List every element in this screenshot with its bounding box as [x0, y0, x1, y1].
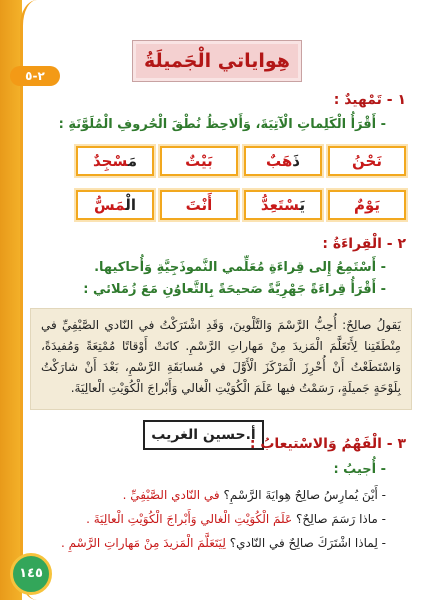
- qa-item: - ماذا رَسَمَ صالِحٌ؟ عَلَمَ الْكُوَيْتِ الْغالي وَأَبْراجَ الْكُوَيْتِ الْعالِيَةَ .: [86, 512, 386, 526]
- word-card: يَوْمٌ: [328, 190, 406, 220]
- word-card: بَيْتٌ: [160, 146, 238, 176]
- section1-heading: ١ - تَمْهيدٌ :: [333, 92, 406, 108]
- binding-strip: [0, 0, 22, 600]
- binding-curve: [20, 0, 37, 600]
- reading-passage: يَقولُ صالِحٌ: أُحِبُّ الرَّسْمَ وَالتَّلْوينَ، وَقَدِ اشْتَرَكْتُ في النّادي الصَّيْفِيِّ في مِنْطَقَتِنا لِأَتَعَلَّمَ الْمَزيدَ مِنْ مَهاراتِ الرَّسْمِ. كانَتْ أَوْقاتًا مُمْتِعَةً وَمُفيدَةً، وَاسْتَطَعْتُ أَنْ أُحْرِزَ الْمَرْكَزَ الْأَوَّلَ في مُسابَقَةِ الرَّسْمِ، بَعْدَ أَنْ شارَكْتُ بِلَوْحَةٍ جَميلَةٍ، رَسَمْتُ فيها عَلَمَ الْكُوَيْتِ الْغالي وَأَبْراجَ الْكُوَيْتِ الْعالِيَةَ.: [30, 308, 412, 410]
- qa-item: - أَيْنَ يُمارِسُ صالِحٌ هِوايَةَ الرَّسْمِ؟ في النّادي الصَّيْفِيِّ .: [122, 488, 386, 502]
- word-card: نَحْنُ: [328, 146, 406, 176]
- section1-instruction: - أَقْرَأُ الْكَلِماتِ الْآتِيَةَ، وَأَلاحِظُ نُطْقَ الْحُروفِ الْمُلَوَّنَةِ :: [58, 117, 386, 132]
- section2-line2: - أَقْرَأُ قِراءَةً جَهْرِيَّةً صَحيحَةً بِالتَّعاوُنِ مَعَ زُمَلائي :: [83, 282, 386, 297]
- word-card: الْمَسُّ: [76, 190, 154, 220]
- page-number: ١٤٥: [10, 553, 52, 595]
- section2-heading: ٢ - الْقِراءَةُ :: [322, 236, 406, 252]
- section2-line1: - أَسْتَمِعُ إِلى قِراءَةِ مُعَلِّمي النَّموذَجِيَّةِ وَأُحاكيها.: [94, 260, 386, 275]
- word-card: يَسْتَعِدُّ: [244, 190, 322, 220]
- word-cards-grid: [76, 146, 406, 220]
- word-card: ذَهَبٌ: [244, 146, 322, 176]
- qa-item: - لِماذا اشْتَرَكَ صالِحٌ في النّادي؟ لِيَتَعَلَّمَ الْمَزيدَ مِنْ مَهاراتِ الرَّسْمِ .: [60, 536, 386, 550]
- word-card: مَسْجِدٌ: [76, 146, 154, 176]
- section3-heading: ٣ - الْفَهْمُ وَالاسْتيعابُ :: [249, 436, 406, 452]
- section3-instruction: - أُجيبُ :: [333, 462, 386, 477]
- author-label: أ.حسين الغريب: [143, 420, 264, 450]
- word-card: أَنْتَ: [160, 190, 238, 220]
- lesson-number-badge: ٢-٥: [10, 66, 60, 86]
- page-title: هِواياتي الْجَميلَةُ: [132, 40, 302, 82]
